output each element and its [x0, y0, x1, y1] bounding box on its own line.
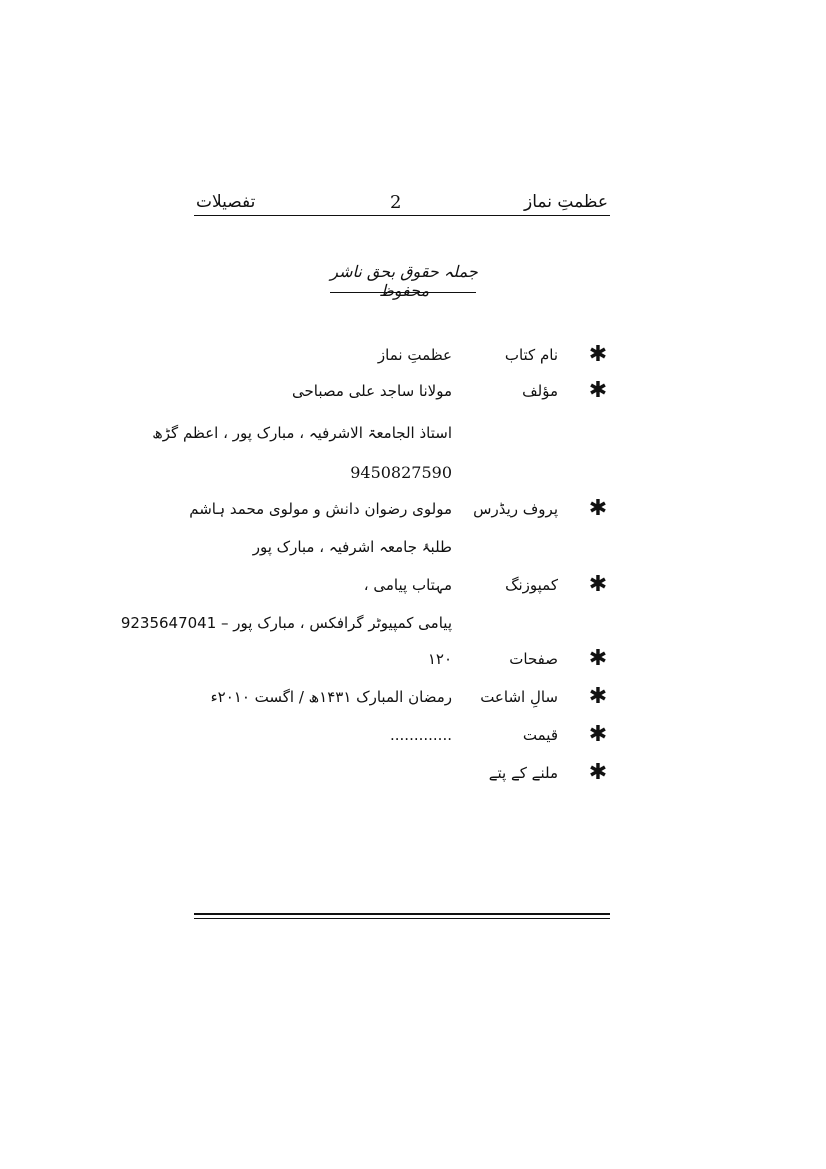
detail-row-composing: [194, 572, 610, 600]
page-header: [194, 192, 610, 222]
bullet-icon: ✱: [588, 342, 608, 367]
detail-row-pages: [194, 646, 610, 674]
copyright-notice: جملہ حقوق بحق ناشر محفوظ: [330, 262, 478, 300]
detail-value: مہتاب پیامی ،: [363, 576, 452, 594]
bullet-icon: ✱: [588, 496, 608, 521]
bullet-icon: ✱: [588, 760, 608, 785]
detail-value: ۱۲۰: [427, 650, 452, 668]
detail-row-composing-contact: [120, 610, 610, 638]
section-title: تفصیلات: [196, 192, 256, 212]
detail-value: استاذ الجامعۃ الاشرفیہ ، مبارک پور ، اعظم گڑھ: [152, 424, 452, 442]
detail-label: کمپوزنگ: [505, 576, 558, 594]
page-number: 2: [390, 192, 402, 213]
bullet-icon: ✱: [588, 646, 608, 671]
bullet-icon: ✱: [588, 572, 608, 597]
detail-label: پروف ریڈرس: [473, 500, 558, 518]
copyright-underline: [330, 292, 476, 293]
detail-row-book-name: [194, 342, 610, 370]
bullet-icon: ✱: [588, 684, 608, 709]
detail-label: ملنے کے پتے: [488, 764, 558, 782]
bullet-icon: ✱: [588, 378, 608, 403]
detail-value: 9450827590: [350, 463, 452, 482]
detail-value: .............: [390, 726, 452, 744]
detail-row-author-phone: [194, 460, 610, 488]
book-title: عظمتِ نماز: [524, 192, 608, 212]
detail-value: مولانا ساجد علی مصباحی: [291, 382, 452, 400]
detail-row-author-affiliation: [152, 420, 610, 448]
detail-row-author: [194, 378, 610, 406]
header-divider: [194, 215, 610, 216]
detail-row-proof-readers-affiliation: [194, 534, 610, 562]
detail-label: مؤلف: [522, 382, 558, 400]
detail-value: مولوی رضوان دانش و مولوی محمد ہاشم: [189, 500, 452, 518]
detail-label: سالِ اشاعت: [480, 688, 558, 706]
footer-divider-thick: [194, 913, 610, 915]
detail-row-publication-year: [194, 684, 610, 712]
footer-divider-thin: [194, 918, 610, 919]
detail-label: قیمت: [522, 726, 558, 744]
detail-row-price: [194, 722, 610, 750]
detail-label: صفحات: [509, 650, 558, 668]
detail-row-proof-readers: [189, 496, 610, 524]
detail-value: عظمتِ نماز: [377, 346, 452, 364]
detail-label: نام کتاب: [504, 346, 558, 364]
detail-row-addresses: [194, 760, 610, 788]
detail-value: رمضان المبارک ۱۴۳۱ھ / اگست ۲۰۱۰ء: [210, 688, 452, 706]
detail-value: طلبۂ جامعہ اشرفیہ ، مبارک پور: [252, 538, 452, 556]
detail-value: پیامی کمپیوٹر گرافکس ، مبارک پور – 9235647041: [120, 614, 452, 632]
bullet-icon: ✱: [588, 722, 608, 747]
